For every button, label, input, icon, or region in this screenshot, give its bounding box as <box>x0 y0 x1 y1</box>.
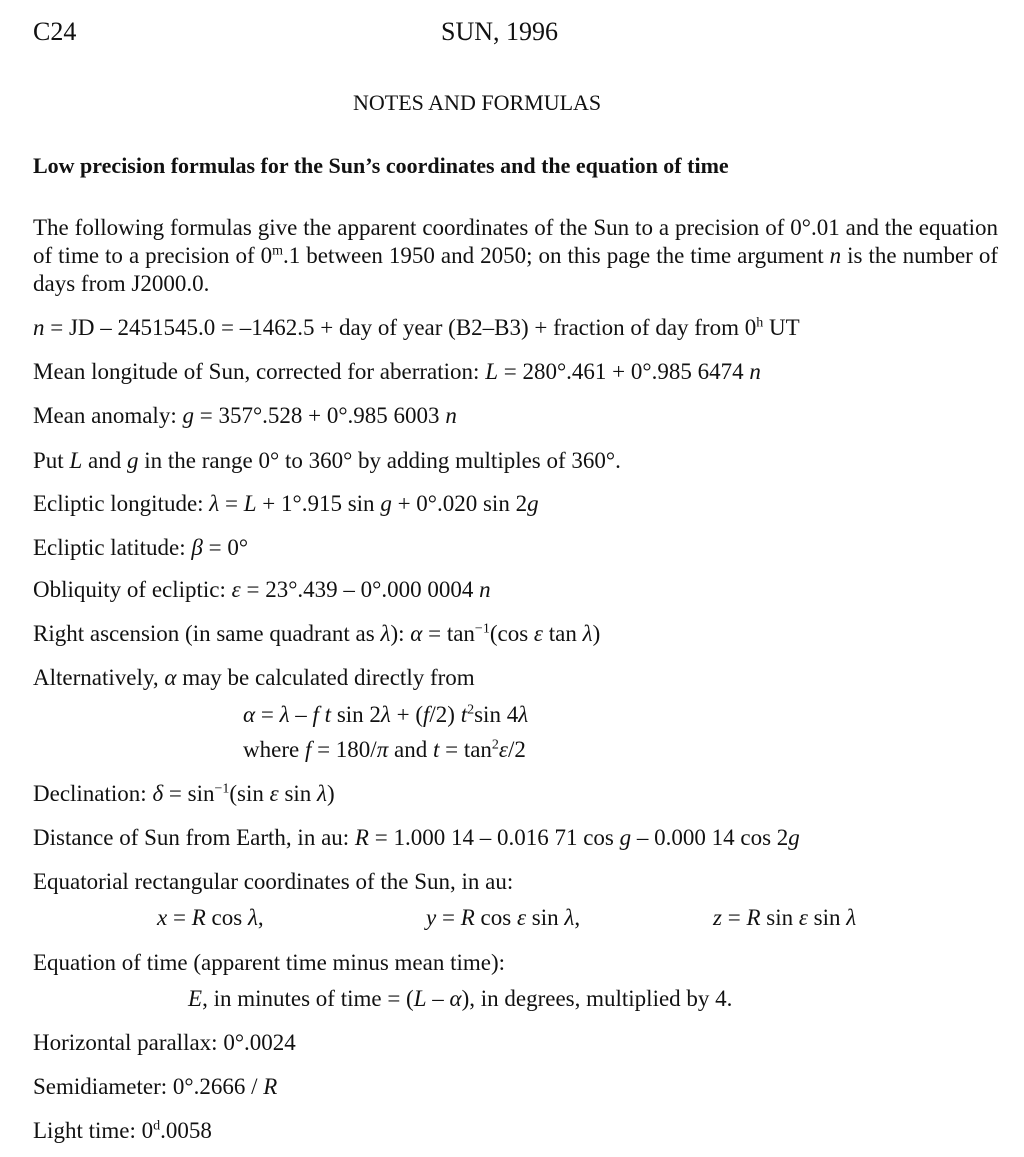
x-a: = <box>167 905 192 930</box>
formula-alt-alpha <box>243 701 528 729</box>
dist-b: – 0.000 14 cos 2 <box>631 825 789 850</box>
formula-x <box>157 904 264 932</box>
formula-ecliptic-latitude <box>33 534 248 562</box>
var-E: E <box>188 986 203 1011</box>
var-x: x <box>157 905 168 930</box>
x-c: , <box>257 905 264 930</box>
dec-a: = sin <box>163 781 215 806</box>
alt-d: + ( <box>390 702 424 727</box>
formula-y <box>426 904 580 932</box>
var-f: f <box>423 702 430 727</box>
var-g: g <box>788 825 800 850</box>
formula-right-ascension <box>33 620 600 648</box>
var-L: L <box>69 448 83 473</box>
where-c: /2 <box>508 737 526 762</box>
z-b: sin <box>760 905 799 930</box>
var-f: f <box>304 737 312 762</box>
var-n: n <box>33 315 45 340</box>
inverse-superscript: −1 <box>214 781 230 797</box>
var-epsilon: ε <box>516 905 527 930</box>
dec-c: sin <box>278 781 318 806</box>
var-lambda: λ <box>518 702 529 727</box>
var-lambda: λ <box>209 491 220 516</box>
intro-part1: The following formulas give the apparent coordinates of the Sun to a precision of 0°.01 and the equation of time to a precision of 0 <box>33 215 998 268</box>
var-g: g <box>182 403 194 428</box>
var-g: g <box>126 448 139 473</box>
light-time <box>33 1117 212 1145</box>
ra-c: tan <box>542 621 583 646</box>
hour-superscript: h <box>756 315 764 331</box>
ra-b: (cos <box>489 621 534 646</box>
var-L: L <box>413 986 427 1011</box>
var-epsilon: ε <box>269 781 279 806</box>
var-n: n <box>749 359 761 384</box>
alt-pre: Alternatively, <box>33 665 165 690</box>
var-lambda: λ <box>582 621 593 646</box>
var-R: R <box>263 1074 278 1099</box>
alt-post: may be calculated directly from <box>176 665 475 690</box>
equation-of-time-label: Equation of time (apparent time minus mean time): <box>33 950 506 975</box>
var-R: R <box>746 905 761 930</box>
z-c: sin <box>807 905 847 930</box>
minute-superscript: m <box>272 243 284 259</box>
mean-anomaly-expr: = 357°.528 + 0°.985 6003 <box>193 403 446 428</box>
var-delta: δ <box>152 781 164 806</box>
ecl-lon-label: Ecliptic longitude: <box>33 491 210 516</box>
range-note <box>33 447 621 475</box>
formula-alt-where <box>243 736 526 764</box>
var-n: n <box>829 243 842 268</box>
formula-equation-of-time <box>188 985 732 1013</box>
light-time-post: .0058 <box>160 1118 212 1143</box>
ecl-lon-a: = <box>219 491 244 516</box>
ra-label: Right ascension (in same quadrant as <box>33 621 381 646</box>
var-g: g <box>619 825 632 850</box>
var-L: L <box>243 491 257 516</box>
n-tail: UT <box>763 315 800 340</box>
page-number: C24 <box>33 17 77 46</box>
formula-ecliptic-longitude <box>33 490 539 518</box>
range-pre: Put <box>33 448 70 473</box>
obliquity-label: Obliquity of ecliptic: <box>33 577 232 602</box>
x-b: cos <box>205 905 248 930</box>
intro-part3: is the number of days from J2000.0. <box>33 243 998 296</box>
section-title: NOTES AND FORMULAS <box>353 90 602 115</box>
var-R: R <box>460 905 475 930</box>
var-R: R <box>354 825 369 850</box>
where-and: and <box>388 737 433 762</box>
ra-label-end: ): <box>390 621 411 646</box>
horizontal-parallax <box>33 1029 296 1057</box>
ecl-lat-label: Ecliptic latitude: <box>33 535 192 560</box>
var-z: z <box>713 905 722 930</box>
alt-g: sin 4 <box>474 702 519 727</box>
var-alpha: α <box>164 665 177 690</box>
where-label: where <box>243 737 305 762</box>
range-post: in the range 0° to 360° by adding multiples of 360°. <box>138 448 621 473</box>
light-time-label: Light time: <box>33 1118 142 1143</box>
var-alpha: α <box>410 621 423 646</box>
y-b: cos <box>474 905 517 930</box>
mean-longitude-label: Mean longitude of Sun, corrected for aberration: <box>33 359 486 384</box>
var-epsilon: ε <box>533 621 543 646</box>
formula-mean-longitude <box>33 358 761 386</box>
var-epsilon: ε <box>231 577 241 602</box>
formula-z <box>713 904 856 932</box>
inverse-superscript: −1 <box>474 621 490 637</box>
square-superscript: 2 <box>491 737 499 753</box>
y-a: = <box>436 905 461 930</box>
intro-part2: .1 between 1950 and 2050; on this page the time argument <box>283 243 830 268</box>
formula-obliquity <box>33 576 491 604</box>
ecl-lon-c: + 0°.020 sin 2 <box>391 491 528 516</box>
parallax-label: Horizontal parallax: <box>33 1030 224 1055</box>
day-superscript: d <box>153 1118 161 1134</box>
ecl-lon-b: + 1°.915 sin <box>256 491 381 516</box>
ra-d: ) <box>592 621 601 646</box>
alternative-note <box>33 664 475 692</box>
semidiameter-label: Semidiameter: <box>33 1074 173 1099</box>
var-n: n <box>445 403 457 428</box>
eot-a: , in minutes of time = ( <box>202 986 414 1011</box>
formula-n <box>33 314 800 342</box>
z-a: = <box>721 905 747 930</box>
var-epsilon: ε <box>798 905 808 930</box>
var-alpha: α <box>449 986 462 1011</box>
formula-distance <box>33 824 800 852</box>
var-lambda: λ <box>279 702 290 727</box>
subsection-title: Low precision formulas for the Sun’s coordinates and the equation of time <box>33 153 729 178</box>
y-d: , <box>574 905 581 930</box>
var-f: f <box>312 702 319 727</box>
range-mid: and <box>82 448 127 473</box>
alt-c: sin 2 <box>331 702 381 727</box>
dec-label: Declination: <box>33 781 153 806</box>
var-lambda: λ <box>380 621 391 646</box>
alt-e: /2) <box>429 702 461 727</box>
var-lambda: λ <box>846 905 857 930</box>
semidiameter <box>33 1073 277 1101</box>
dec-d: ) <box>327 781 335 806</box>
mean-longitude-expr: = 280°.461 + 0°.985 6474 <box>497 359 750 384</box>
var-R: R <box>191 905 206 930</box>
obliquity-expr: = 23°.439 – 0°.000 0004 <box>240 577 480 602</box>
var-epsilon: ε <box>498 737 508 762</box>
var-L: L <box>485 359 498 384</box>
light-time-pre: 0 <box>141 1118 154 1143</box>
parallax-value: 0°.0024 <box>223 1030 296 1055</box>
var-pi: π <box>376 737 389 762</box>
dist-label: Distance of Sun from Earth, in au: <box>33 825 355 850</box>
var-lambda: λ <box>247 905 258 930</box>
where-b: = tan <box>439 737 492 762</box>
var-lambda: λ <box>380 702 391 727</box>
var-g: g <box>527 491 539 516</box>
semidiameter-value: 0°.2666 / <box>172 1074 264 1099</box>
var-g: g <box>380 491 392 516</box>
var-alpha: α <box>243 702 256 727</box>
alt-b: – <box>289 702 313 727</box>
where-a: = 180/ <box>311 737 377 762</box>
formula-mean-anomaly <box>33 402 457 430</box>
dist-a: = 1.000 14 – 0.016 71 cos <box>368 825 620 850</box>
var-t: t <box>460 702 468 727</box>
ra-a: = tan <box>422 621 475 646</box>
ecl-lat-expr: = 0° <box>202 535 249 560</box>
intro-paragraph <box>33 214 998 298</box>
eot-c: ), in degrees, multiplied by 4. <box>461 986 733 1011</box>
formula-declination <box>33 780 335 808</box>
var-lambda: λ <box>564 905 575 930</box>
var-t: t <box>432 737 440 762</box>
y-c: sin <box>526 905 565 930</box>
var-beta: β <box>191 535 203 560</box>
dec-b: (sin <box>229 781 270 806</box>
var-t: t <box>324 702 332 727</box>
var-lambda: λ <box>317 781 327 806</box>
equatorial-label: Equatorial rectangular coordinates of the Sun, in au: <box>33 869 514 894</box>
alt-a: = <box>255 702 280 727</box>
square-superscript: 2 <box>467 702 475 718</box>
mean-anomaly-label: Mean anomaly: <box>33 403 183 428</box>
var-n: n <box>479 577 491 602</box>
n-body: = JD – 2451545.0 = –1462.5 + day of year (B2–B3) + fraction of day from 0 <box>44 315 757 340</box>
running-title: SUN, 1996 <box>441 17 559 46</box>
eot-b: – <box>426 986 450 1011</box>
var-y: y <box>426 905 437 930</box>
